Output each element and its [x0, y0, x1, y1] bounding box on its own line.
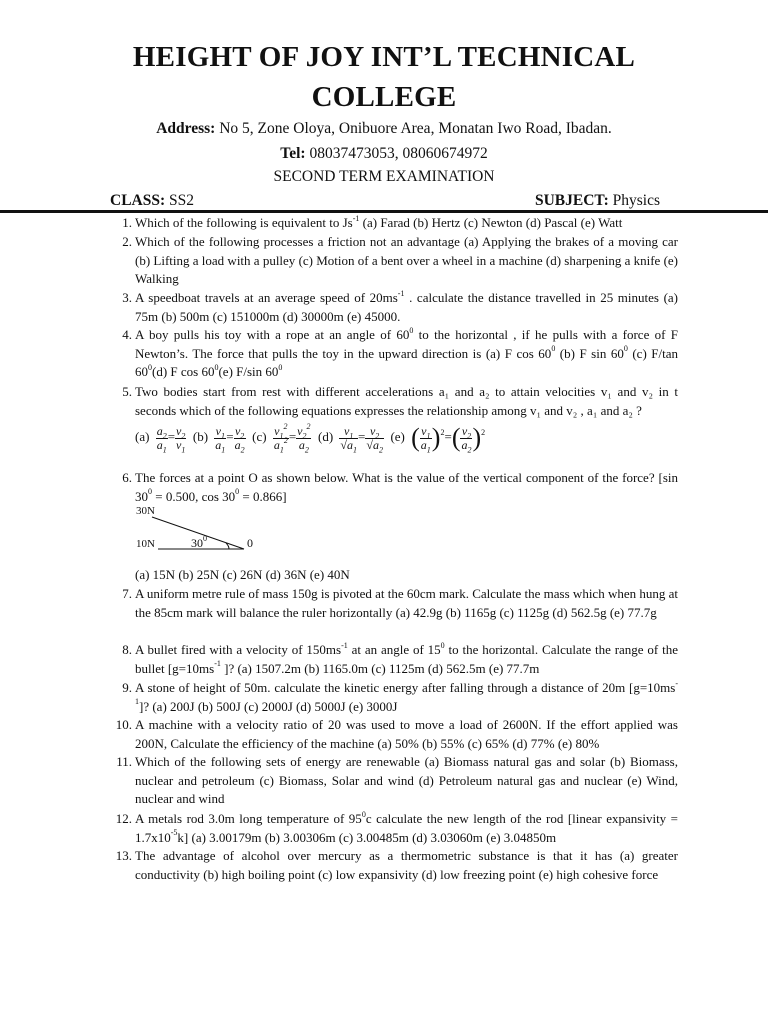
school-address: Address: No 5, Zone Oloya, Onibuore Area, Monatan Iwo Road, Ibadan.	[156, 120, 612, 137]
header-divider	[0, 210, 768, 213]
class-info: CLASS: SS2	[110, 192, 195, 209]
exam-title: SECOND TERM EXAMINATION	[273, 168, 495, 185]
force-label-10n: 10N	[136, 538, 155, 550]
force-label-30n: 30N	[136, 505, 155, 517]
question-5-options: (a) $\frac{a_2}{a_1}$ = $\frac{v_2}{v_1}$ (b) $\frac{v_1}{a_1}$ = $\frac{v_2}{a_2}$ (c) $\frac{v_1^2}{a_1^2}$ = $\frac{v_2^2}{a_2}$ (d) $\frac{v_1}{√a_1}$ = $\frac{v_2}{√a_2}$ (e) ( $\frac{v_1}{a_1}$ )$^2$=( $\frac{v_2}{a_2}$ )$^2$	[135, 421, 486, 454]
school-name-line1: HEIGHT OF JOY INT’L TECHNICAL	[132, 41, 636, 73]
class-subject-row	[110, 192, 660, 212]
point-label: 0	[247, 536, 253, 550]
school-name-line2: COLLEGE	[311, 81, 457, 113]
angle-label: $30^0$	[191, 534, 207, 550]
force-diagram	[0, 500, 768, 560]
subject-info: SUBJECT: Physics	[534, 192, 660, 209]
school-telephone: Tel: 08037473053, 08060674972	[280, 145, 488, 162]
force-diagram-lines	[0, 500, 768, 560]
